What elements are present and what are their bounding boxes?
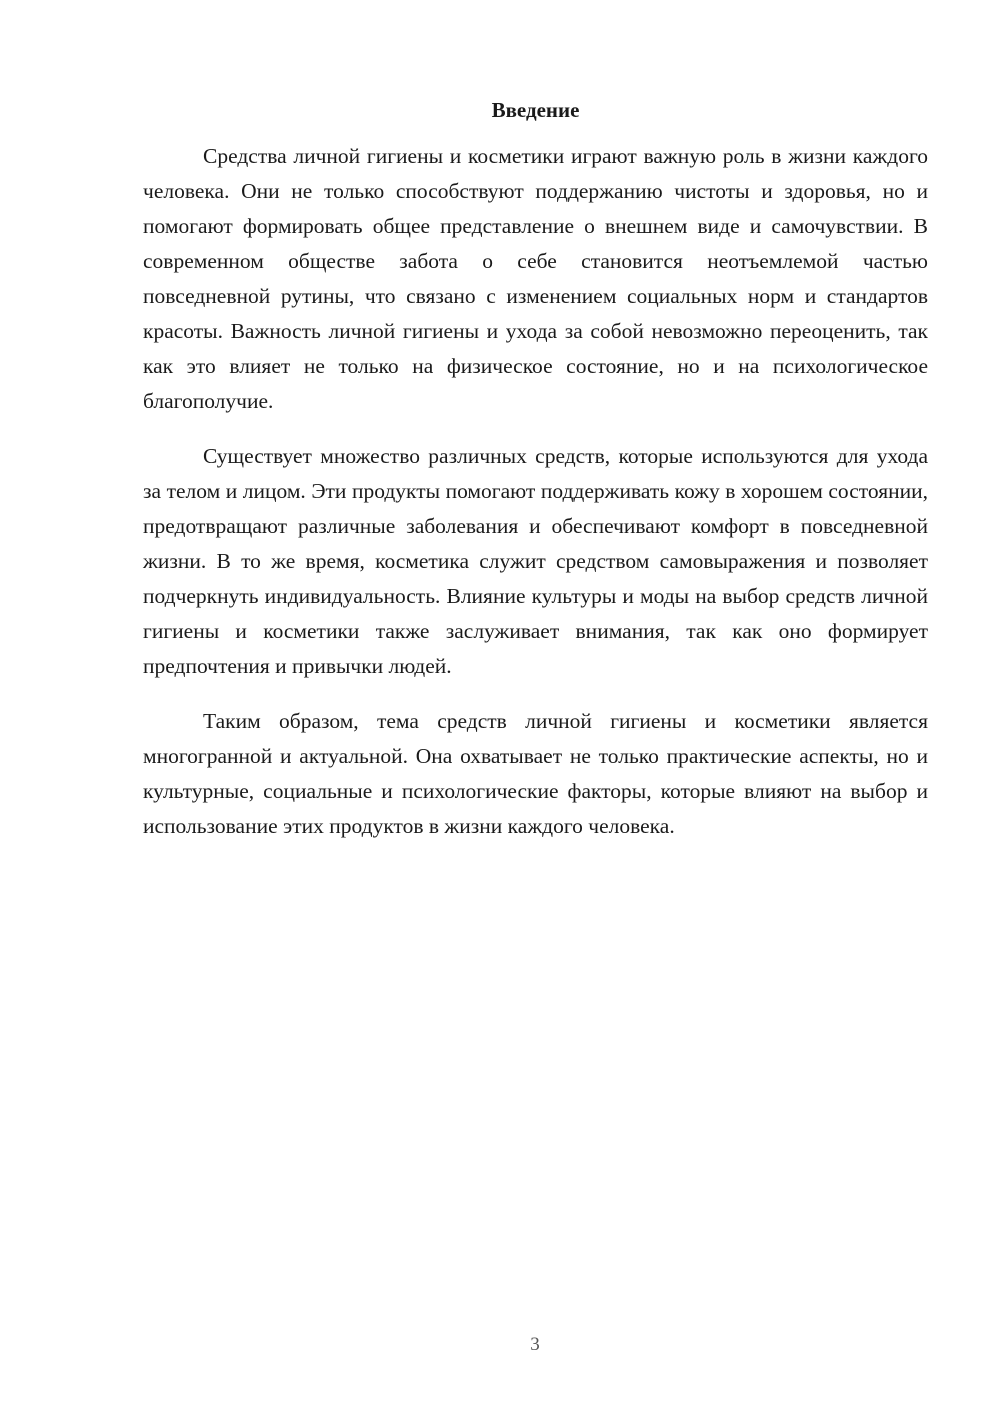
page-heading: Введение [491, 98, 580, 122]
paragraph-1: Средства личной гигиены и косметики играют важную роль в жизни каждого человека. Они не только способствуют поддержанию чистоты и здоровья, но и помогают формировать общее представление о внешнем виде и самочувствии. В современном обществе забота о себе становится неотъемлемой частью повседневной рутины, что связано с изменением социальных норм и стандартов красоты. Важность личной гигиены и ухода за собой невозможно переоценить, так как это влияет не только на физическое состояние, но и на психологическое благополучие. [143, 144, 928, 413]
paragraph-3: Таким образом, тема средств личной гигиены и косметики является многогранной и актуальной. Она охватывает не только практические аспекты, но и культурные, социальные и психологические факторы, которые влияют на выбор и использование этих продуктов в жизни каждого человека. [143, 709, 928, 838]
page-number: 3 [530, 1334, 540, 1355]
page-content [143, 95, 928, 864]
paragraph-2: Существует множество различных средств, которые используются для ухода за телом и лицом. Эти продукты помогают поддерживать кожу в хорошем состоянии, предотвращают различные заболевания и обеспечивают комфорт в повседневной жизни. В то же время, косметика служит средством самовыражения и позволяет подчеркнуть индивидуальность. Влияние культуры и моды на выбор средств личной гигиены и косметики также заслуживает внимания, так как оно формирует предпочтения и привычки людей. [143, 444, 928, 678]
